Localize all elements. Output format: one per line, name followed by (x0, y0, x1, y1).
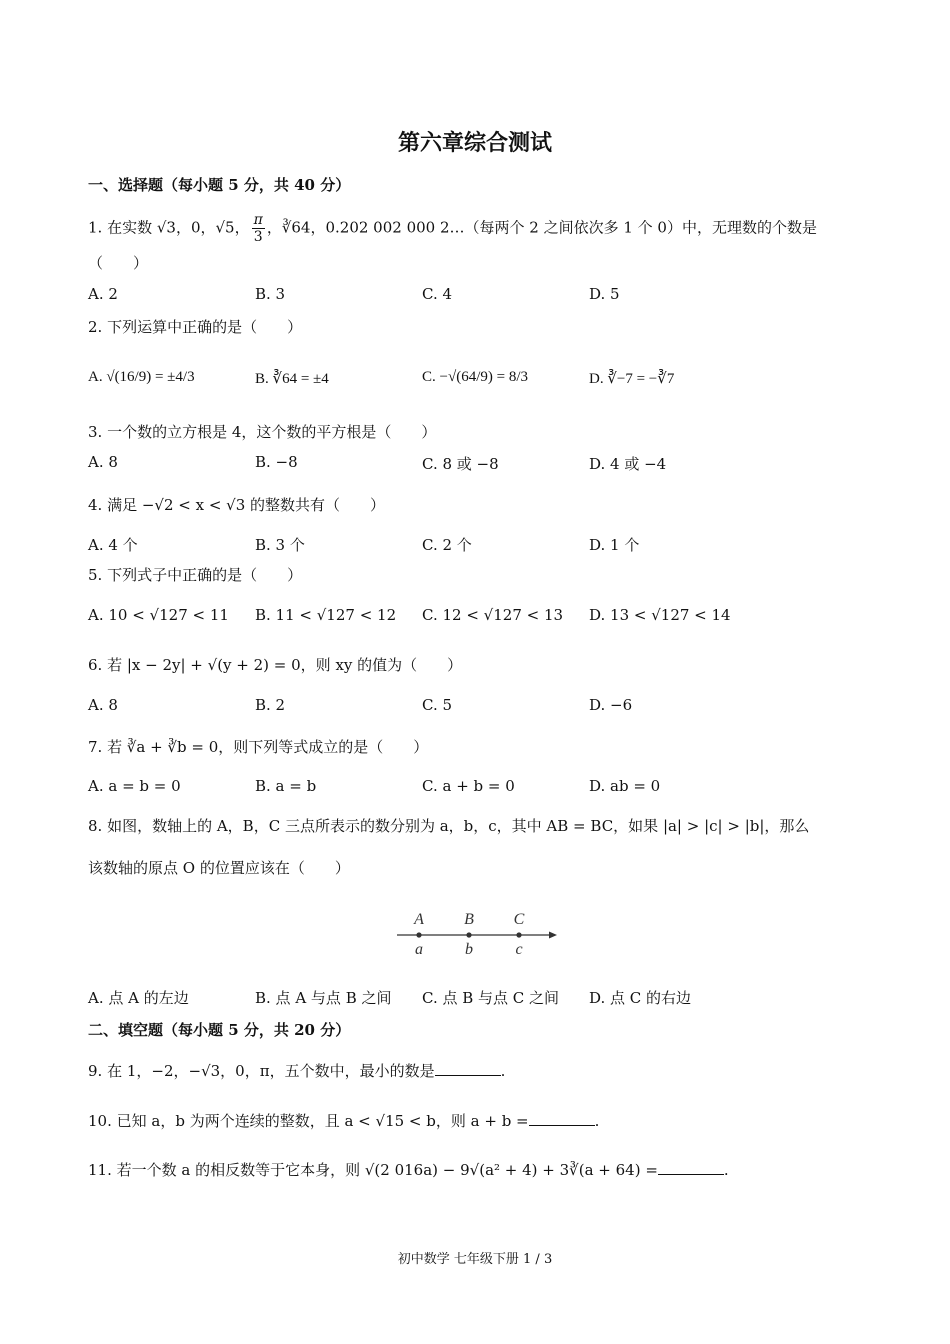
option-b[interactable]: B. 3 个 (255, 536, 305, 554)
option-c[interactable]: C. −√(64/9) = 8/3 (422, 369, 528, 385)
question-11-end: . (723, 1161, 729, 1179)
question-2: 2. 下列运算中正确的是（ ） (88, 318, 303, 336)
option-a[interactable]: A. 10 < √127 < 11 (88, 606, 229, 624)
question-5-options (88, 606, 768, 624)
question-10-text: 10. 已知 a，b 为两个连续的整数，且 a < √15 < b，则 a + b = (88, 1112, 529, 1130)
option-d[interactable]: D. 5 (589, 285, 620, 303)
option-d[interactable]: D. 13 < √127 < 14 (589, 606, 731, 624)
option-c[interactable]: C. 2 个 (422, 536, 472, 554)
question-6-options (88, 696, 768, 714)
question-1-paren: （ ） (88, 254, 149, 272)
option-a[interactable]: A. 2 (88, 285, 118, 303)
question-7-options (88, 777, 768, 795)
option-b[interactable]: B. 3 (255, 285, 286, 303)
question-9-end: . (500, 1062, 506, 1080)
option-a[interactable]: A. a = b = 0 (88, 777, 181, 795)
option-c[interactable]: C. 4 (422, 285, 453, 303)
fraction-numerator: π (253, 212, 263, 228)
question-5: 5. 下列式子中正确的是（ ） (88, 566, 303, 584)
question-6: 6. 若 |x − 2y| + √(y + 2) = 0，则 xy 的值为（ ） (88, 656, 463, 674)
option-b[interactable]: B. a = b (255, 777, 317, 795)
option-c[interactable]: C. 12 < √127 < 13 (422, 606, 564, 624)
page-footer: 初中数学 七年级下册 1 / 3 (397, 1252, 553, 1267)
question-10 (88, 1110, 599, 1131)
question-7: 7. 若 ∛a + ∛b = 0，则下列等式成立的是（ ） (88, 738, 429, 756)
option-c[interactable]: C. 5 (422, 696, 453, 714)
answer-blank[interactable] (529, 1113, 595, 1126)
option-a[interactable]: A. 点 A 的左边 (88, 989, 189, 1007)
question-4-options (88, 534, 768, 555)
option-d[interactable]: D. −6 (589, 696, 633, 714)
point-a-dot (416, 932, 421, 937)
option-d[interactable]: D. ab = 0 (589, 777, 661, 795)
point-b-dot (466, 932, 471, 937)
option-b[interactable]: B. 11 < √127 < 12 (255, 606, 397, 624)
question-9-text: 9. 在 1，−2，−√3，0，π，五个数中，最小的数是 (88, 1062, 435, 1080)
option-a[interactable]: A. 8 (88, 696, 118, 714)
point-c-label: C (513, 911, 525, 928)
question-11-text: 11. 若一个数 a 的相反数等于它本身，则 √(2 016a) − 9√(a² + 4) + 3∛(a + 64) = (88, 1161, 658, 1179)
question-1-text-b: ，∛64，0.202 002 000 2…（每两个 2 之间依次多 1 个 0）中，无理数的个数是 (266, 218, 817, 237)
point-a-label: A (414, 911, 424, 928)
value-a-label: a (415, 941, 423, 958)
number-line-figure (395, 904, 565, 960)
page-title: 第六章综合测试 (397, 130, 552, 156)
question-3-options (88, 453, 768, 474)
option-a[interactable]: A. 8 (88, 453, 118, 471)
option-b[interactable]: B. 2 (255, 696, 286, 714)
question-4: 4. 满足 −√2 < x < √3 的整数共有（ ） (88, 496, 386, 514)
question-2-options (88, 369, 768, 388)
option-b[interactable]: B. ∛64 = ±4 (255, 371, 329, 387)
option-a[interactable]: A. √(16/9) = ±4/3 (88, 369, 195, 385)
option-b[interactable]: B. 点 A 与点 B 之间 (255, 989, 392, 1007)
option-a[interactable]: A. 4 个 (88, 536, 138, 554)
answer-blank[interactable] (435, 1063, 501, 1076)
question-8-line-1: 8. 如图，数轴上的 A，B，C 三点所表示的数分别为 a，b，c，其中 AB = BC，如果 |a| > |c| > |b|，那么 (88, 817, 810, 835)
question-8-options (88, 987, 768, 1008)
point-b-label: B (464, 911, 474, 928)
section-fill-heading: 二、填空题（每小题 5 分，共 20 分） (88, 1021, 351, 1039)
pi-over-3-fraction (252, 212, 265, 245)
question-9 (88, 1060, 505, 1081)
option-c[interactable]: C. 点 B 与点 C 之间 (422, 989, 560, 1007)
option-b[interactable]: B. −8 (255, 453, 298, 471)
option-c[interactable]: C. a + b = 0 (422, 777, 515, 795)
value-b-label: b (465, 941, 473, 958)
question-8-line-2: 该数轴的原点 O 的位置应该在（ ） (88, 859, 350, 877)
question-11 (88, 1159, 729, 1180)
section-choice-heading: 一、选择题（每小题 5 分，共 40 分） (88, 176, 351, 194)
value-c-label: c (515, 941, 523, 958)
question-1 (88, 212, 817, 245)
option-c[interactable]: C. 8 或 −8 (422, 455, 499, 473)
question-1-text-a: 1. 在实数 √3，0，√5， (88, 218, 250, 237)
option-d[interactable]: D. 4 或 −4 (589, 455, 667, 473)
option-d[interactable]: D. 点 C 的右边 (589, 989, 692, 1007)
point-c-dot (516, 932, 521, 937)
option-d[interactable]: D. ∛−7 = −∛7 (589, 371, 675, 387)
question-3: 3. 一个数的立方根是 4，这个数的平方根是（ ） (88, 423, 437, 441)
fraction-denominator: 3 (253, 229, 263, 245)
option-d[interactable]: D. 1 个 (589, 536, 640, 554)
answer-blank[interactable] (658, 1162, 724, 1175)
question-1-options (88, 285, 768, 303)
question-10-end: . (594, 1112, 600, 1130)
number-line-arrow-icon (549, 932, 557, 939)
